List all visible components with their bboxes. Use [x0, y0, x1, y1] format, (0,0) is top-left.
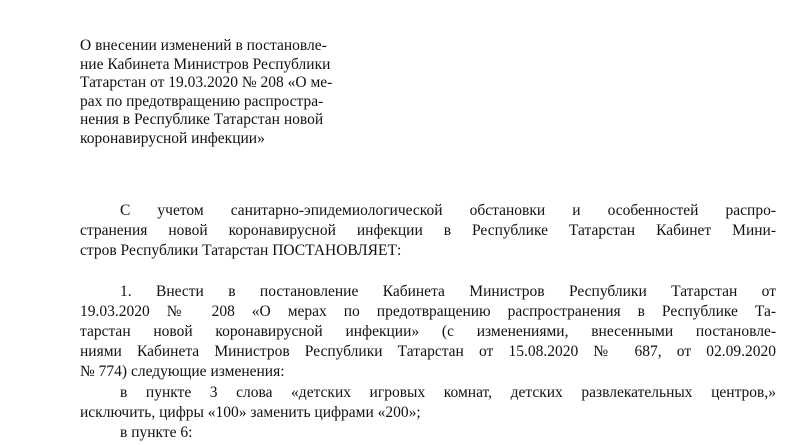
paragraph-gap	[80, 262, 776, 282]
subitem-line: в пункте 6:	[120, 424, 193, 442]
document-title	[80, 37, 380, 148]
item-1-line: № 774) следующие изменения:	[80, 363, 285, 381]
title-line: Татарстан от 19.03.2020 № 208 «О ме-	[80, 74, 333, 91]
preamble-line: С учетом санитарно-эпидемиологической обстановки и особенностей распро-	[120, 202, 776, 219]
title-line: ние Кабинета Министров Республики	[80, 55, 331, 73]
preamble-line: стров Республики Татарстан ПОСТАНОВЛЯЕТ:	[80, 242, 402, 260]
title-line: нения в Республике Татарстан новой	[80, 111, 324, 128]
preamble-line: странения новой коронавирусной инфекции в Республике Татарстан Кабинет Мини-	[80, 222, 776, 240]
item-1-line: тарстан новой коронавирусной инфекции» (с изменениями, внесенными постановле-	[80, 323, 776, 341]
document-body	[80, 201, 776, 443]
preamble-paragraph	[80, 201, 776, 262]
item-1-line: 19.03.2020 № 208 «О мерах по предотвращению распространения в Республике Та-	[80, 302, 776, 320]
title-line: коронавирусной инфекции»	[80, 129, 265, 147]
title-line: О внесении изменений в постановле-	[80, 37, 327, 54]
title-line: рах по предотвращению распростра-	[80, 92, 324, 110]
subitem-paragraph	[80, 383, 776, 444]
subitem-line: исключить, цифры «100» заменить цифрами «200»;	[80, 403, 421, 421]
subitem-line: в пункте 3 слова «детских игровых комнат, детских развлекательных центров,»	[120, 383, 776, 401]
item-1-line: 1. Внести в постановление Кабинета Министров Республики Татарстан от	[120, 282, 776, 300]
item-1-paragraph	[80, 282, 776, 383]
item-1-line: ниями Кабинета Министров Республики Татарстан от 15.08.2020 № 687, от 02.09.2020	[80, 343, 776, 361]
